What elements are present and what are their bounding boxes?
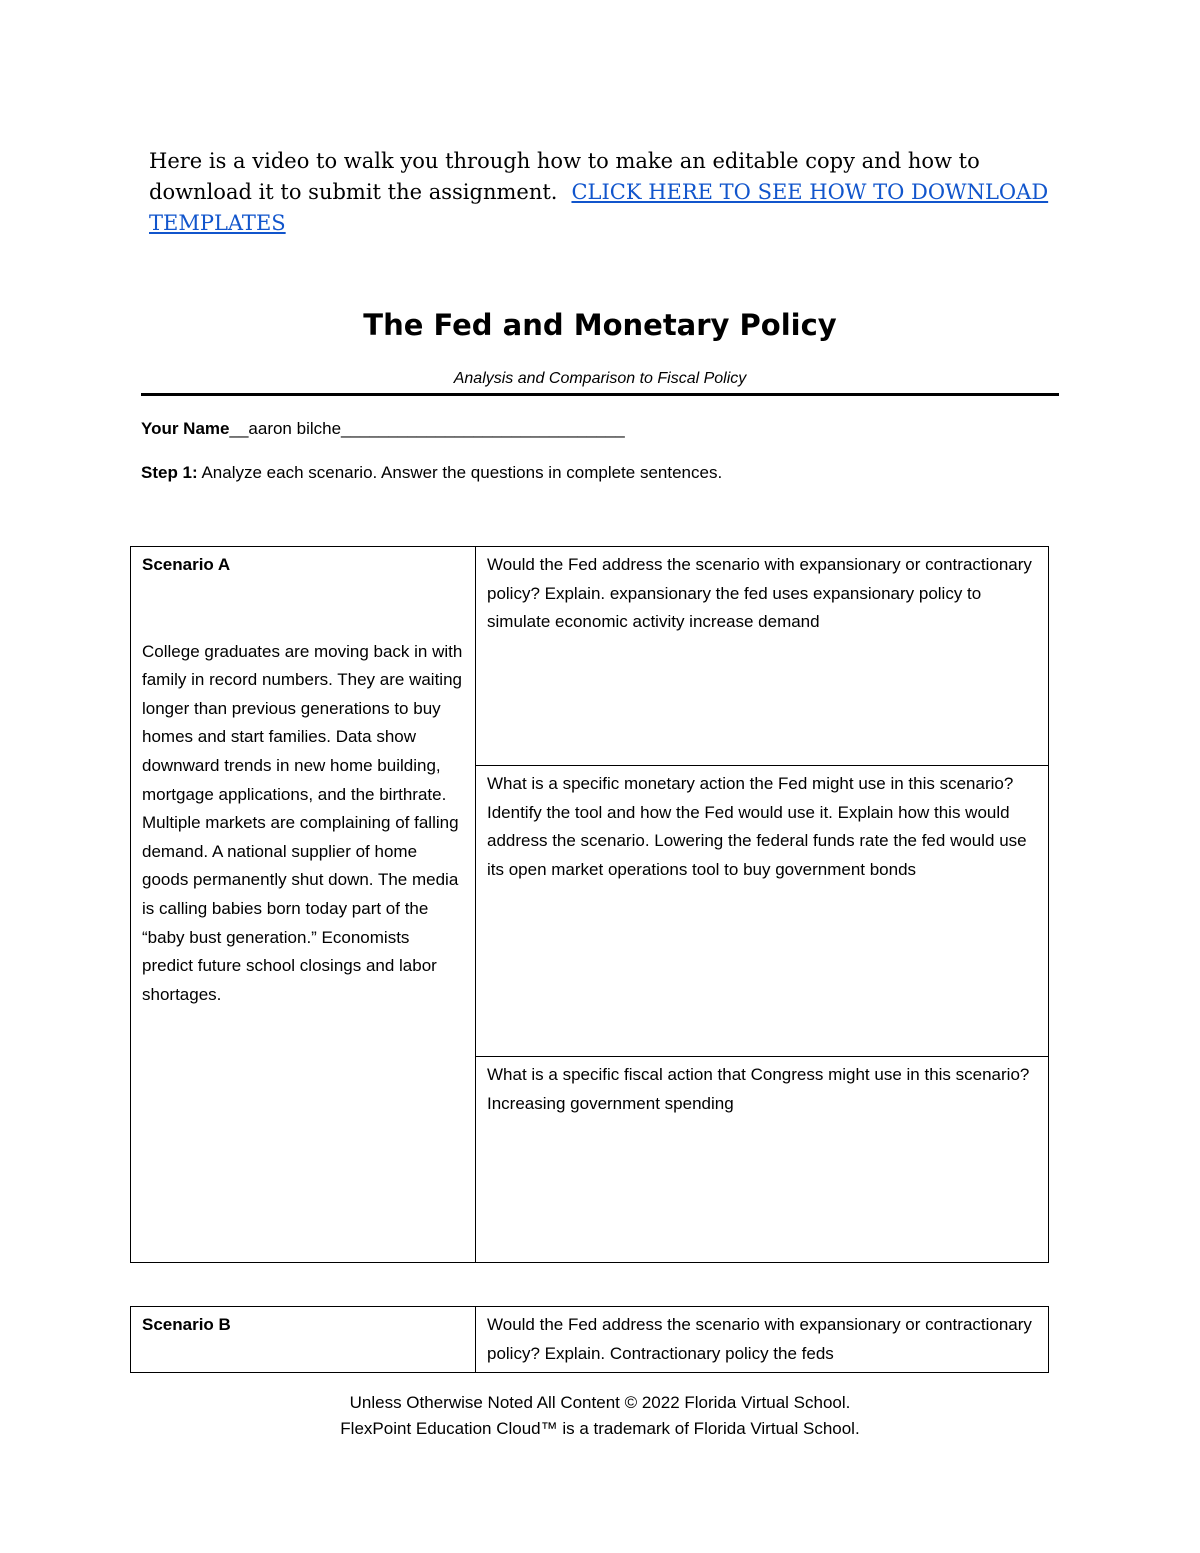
scenario-a-answer-1[interactable]: Would the Fed address the scenario with expansionary or contractionary policy? Explain. expansionary the fed uses expansionary policy to simulate economic activity increase demand [476, 547, 1049, 766]
page-subtitle: Analysis and Comparison to Fiscal Policy [453, 370, 747, 387]
intro-text: Here is a video to walk you through how to make an editable copy and how to download it to submit the assignment. [149, 149, 980, 204]
scenario-a-answer-2[interactable]: What is a specific monetary action the Fed might use in this scenario? Identify the tool and how the Fed would use it. Explain how this would address the scenario. Lowering the federal funds rate the fed would use its open market operations tool to buy government bonds [476, 766, 1049, 1057]
scenario-b-answer-1[interactable] [476, 1307, 1049, 1373]
download-templates-link[interactable]: CLICK HERE TO SEE HOW TO DOWNLOAD TEMPLATES [149, 180, 1049, 235]
name-field[interactable]: __aaron bilche______________________________ [229, 419, 625, 438]
intro-paragraph [149, 146, 1069, 239]
name-line [141, 416, 625, 442]
scenario-b-answer-1-text: Would the Fed address the scenario with expansionary or contractionary policy? Explain. Contractionary policy the feds [487, 1315, 1032, 1363]
name-label: Your Name [141, 419, 230, 438]
footer-trademark: FlexPoint Education Cloud™ is a trademark of Florida Virtual School. [340, 1419, 860, 1438]
step-instruction [141, 460, 722, 486]
title-divider [141, 393, 1059, 396]
scenario-a-cell [131, 547, 476, 1263]
scenario-b-cell [131, 1307, 476, 1373]
scenario-a-heading: Scenario A [142, 555, 231, 574]
scenario-a-description: College graduates are moving back in with family in record numbers. They are waiting longer than previous generations to buy homes and start families. Data show downward trends in new home building, mortgage applications, and the birthrate. Multiple markets are complaining of falling demand. A national supplier of home goods permanently shut down. The media is calling babies born today part of the “baby bust generation.” Economists predict future school closings and labor shortages. [142, 641, 463, 1004]
footer-copyright: Unless Otherwise Noted All Content © 2022 Florida Virtual School. [349, 1393, 851, 1412]
footer [0, 1390, 1200, 1442]
scenario-b-heading: Scenario B [142, 1315, 231, 1334]
scenario-a-answer-3[interactable]: What is a specific fiscal action that Congress might use in this scenario? Increasing government spending [476, 1057, 1049, 1263]
step-label: Step 1: [141, 463, 198, 482]
step-text: Analyze each scenario. Answer the questions in complete sentences. [197, 463, 723, 482]
scenario-a-table [130, 546, 1049, 1263]
page-title: The Fed and Monetary Policy [363, 308, 837, 342]
scenario-b-table [130, 1306, 1049, 1373]
